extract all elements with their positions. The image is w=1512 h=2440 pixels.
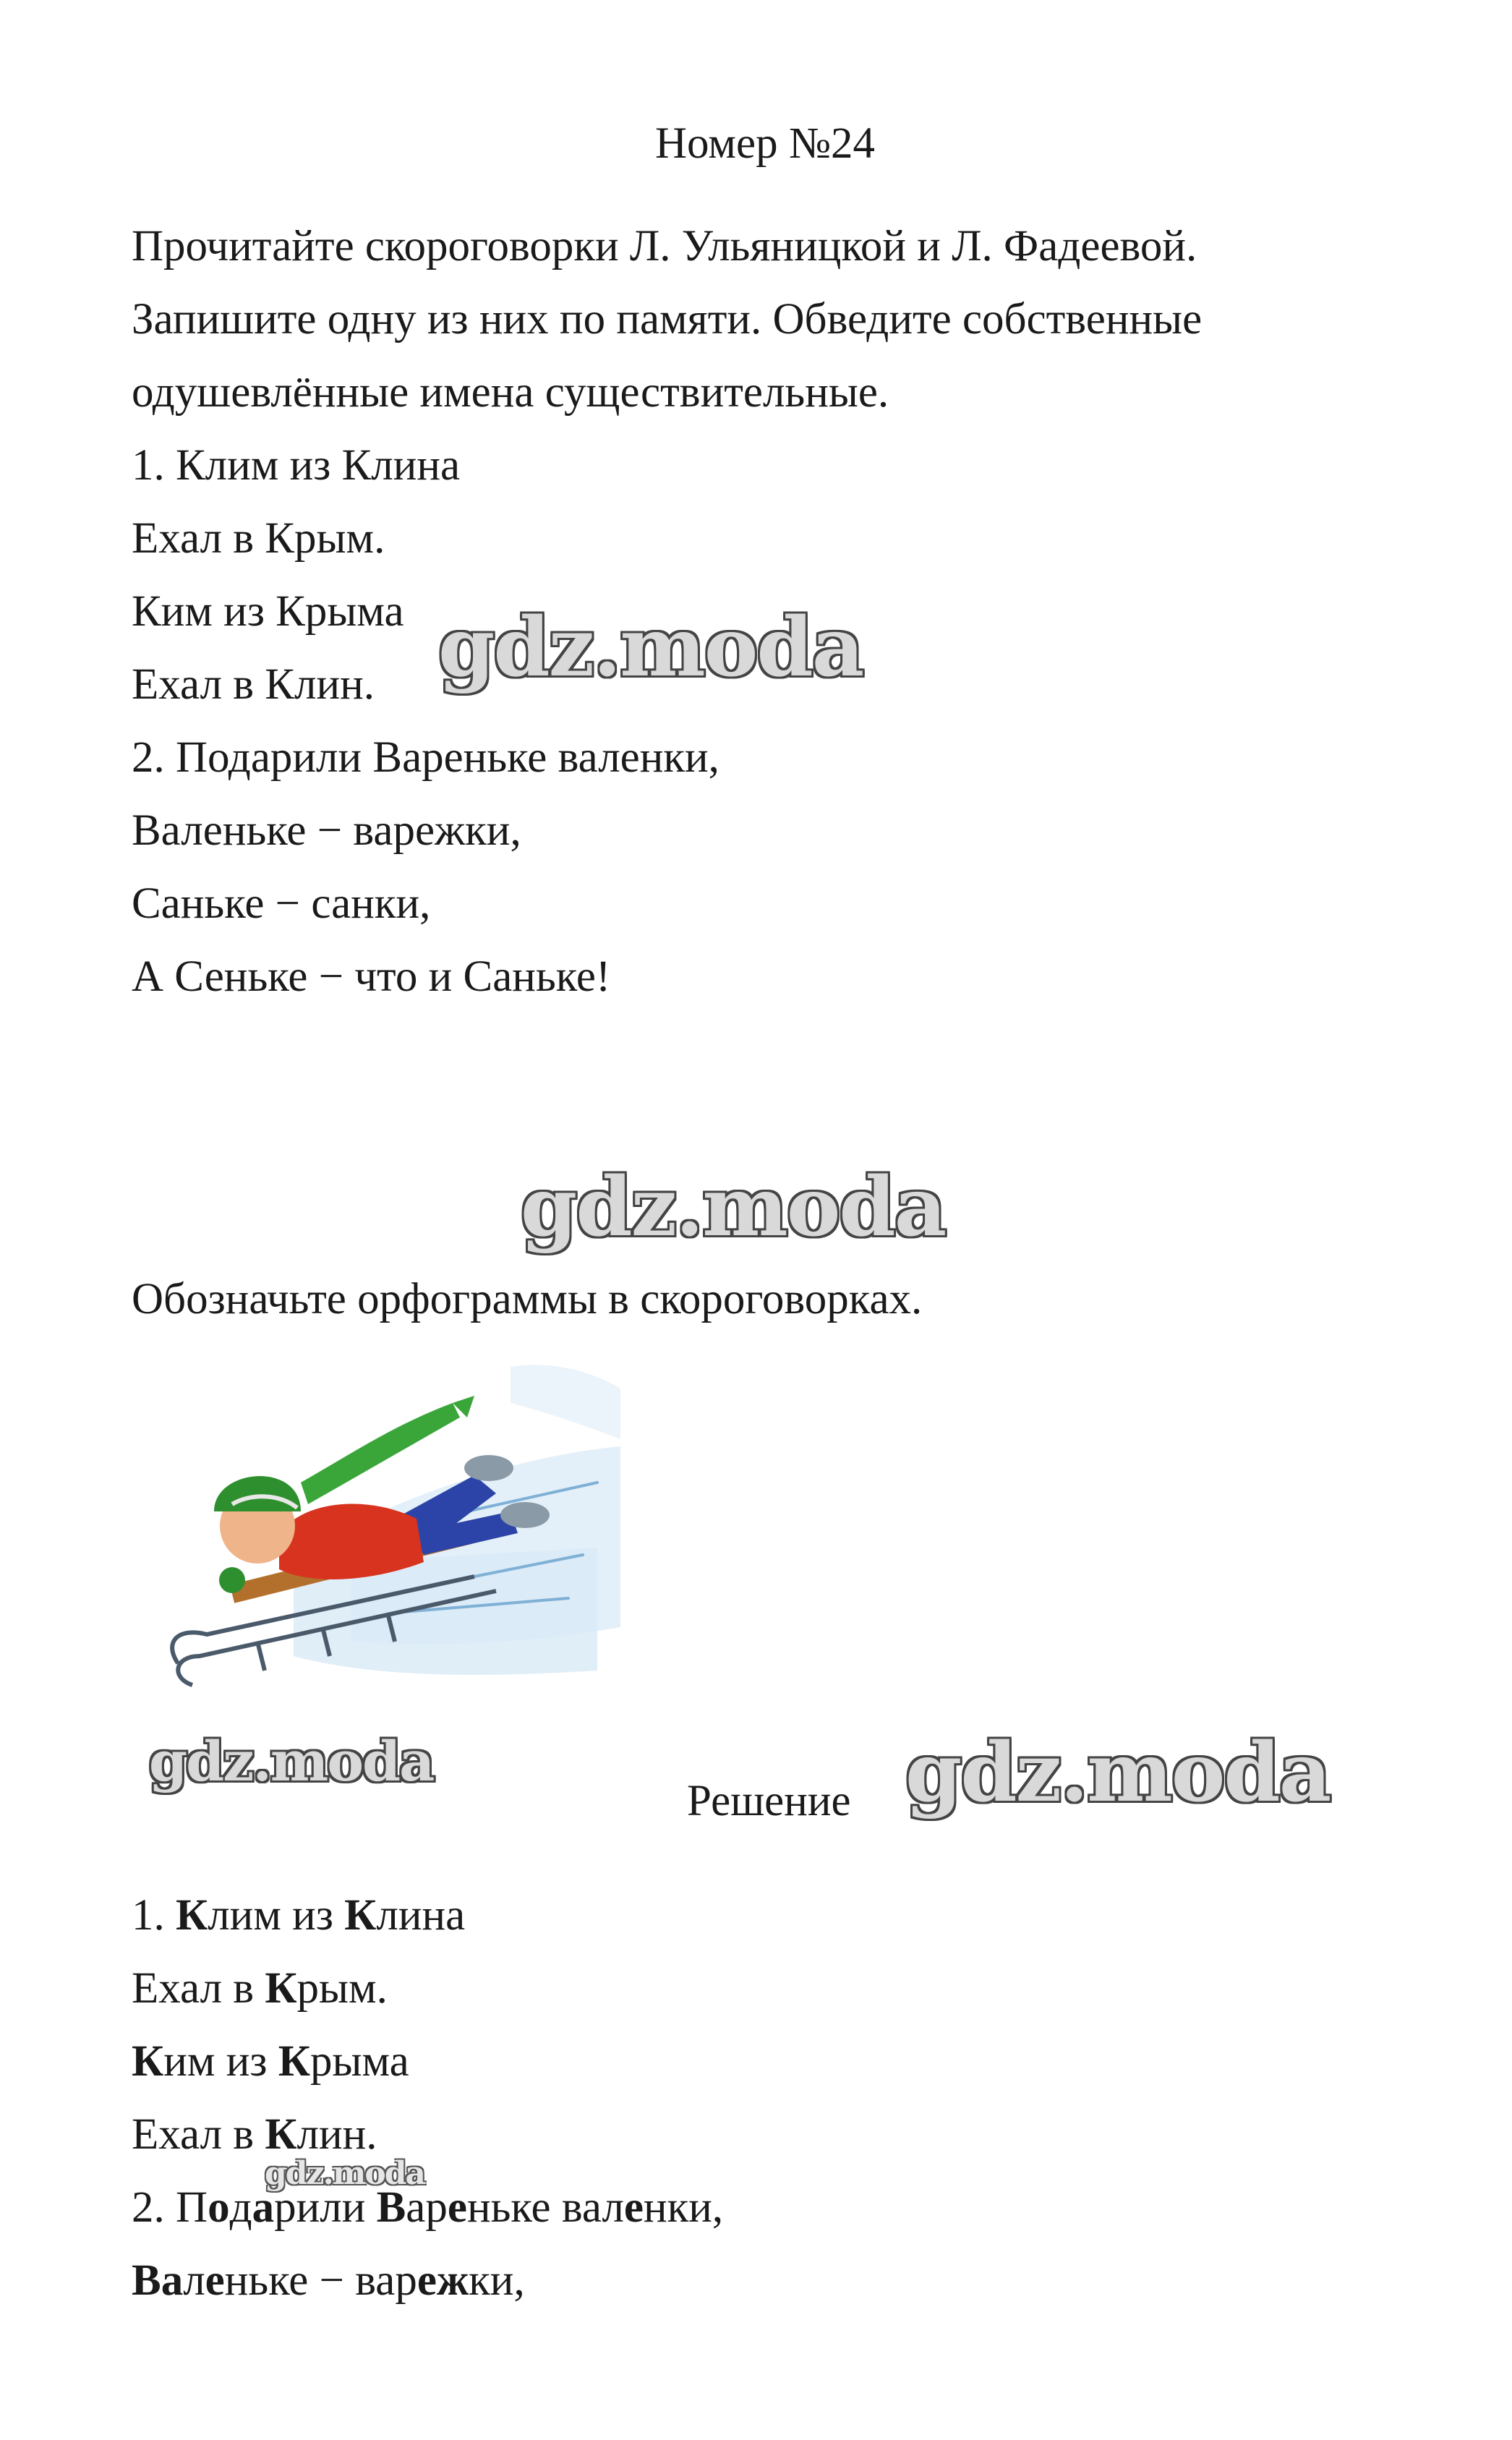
poem1-line-4: Ехал в Клин.: [132, 660, 375, 709]
poem1-line-1: 1. Клим из Клина: [132, 441, 461, 490]
poem2-line-3: Саньке − санки,: [132, 879, 431, 928]
poem2-line-2: Валеньке − варежки,: [132, 806, 521, 855]
watermark-logo: gdz.moda: [265, 2155, 425, 2192]
solution-line-1: 1. Клим из Клина: [132, 1891, 466, 1940]
solution-line-2: Ехал в Крым.: [132, 1964, 388, 2013]
watermark-logo: gdz.moda: [521, 1160, 946, 1255]
task-line-1: Прочитайте скороговорки Л. Ульяницкой и Л. Фадеевой.: [132, 222, 1197, 270]
poem1-line-2: Ехал в Крым.: [132, 514, 385, 563]
solution-label: Решение: [687, 1777, 851, 1825]
solution-line-4: Ехал в Клин.: [132, 2110, 377, 2159]
task-line-3: одушевлённые имена существительные.: [132, 368, 889, 417]
watermark-logo: gdz.moda: [149, 1729, 434, 1793]
boy-on-sled-illustration: [134, 1338, 620, 1710]
task2-text: Обозначьте орфограммы в скороговорках.: [132, 1275, 923, 1323]
page-title: Номер №24: [655, 119, 876, 168]
watermark-logo: gdz.moda: [905, 1726, 1331, 1820]
solution-line-6: Валеньке − варежки,: [132, 2256, 525, 2305]
poem1-line-3: Ким из Крыма: [132, 587, 404, 636]
solution-line-3: Ким из Крыма: [132, 2037, 409, 2086]
poem2-line-4: А Сеньке − что и Саньке!: [132, 952, 611, 1001]
poem2-line-1: 2. Подарили Вареньке валенки,: [132, 733, 719, 782]
watermark-logo: gdz.moda: [438, 600, 863, 695]
task-line-2: Запишите одну из них по памяти. Обведите собственные: [132, 295, 1203, 344]
solution-line-5: 2. Подарили Вареньке валенки,: [132, 2183, 724, 2232]
